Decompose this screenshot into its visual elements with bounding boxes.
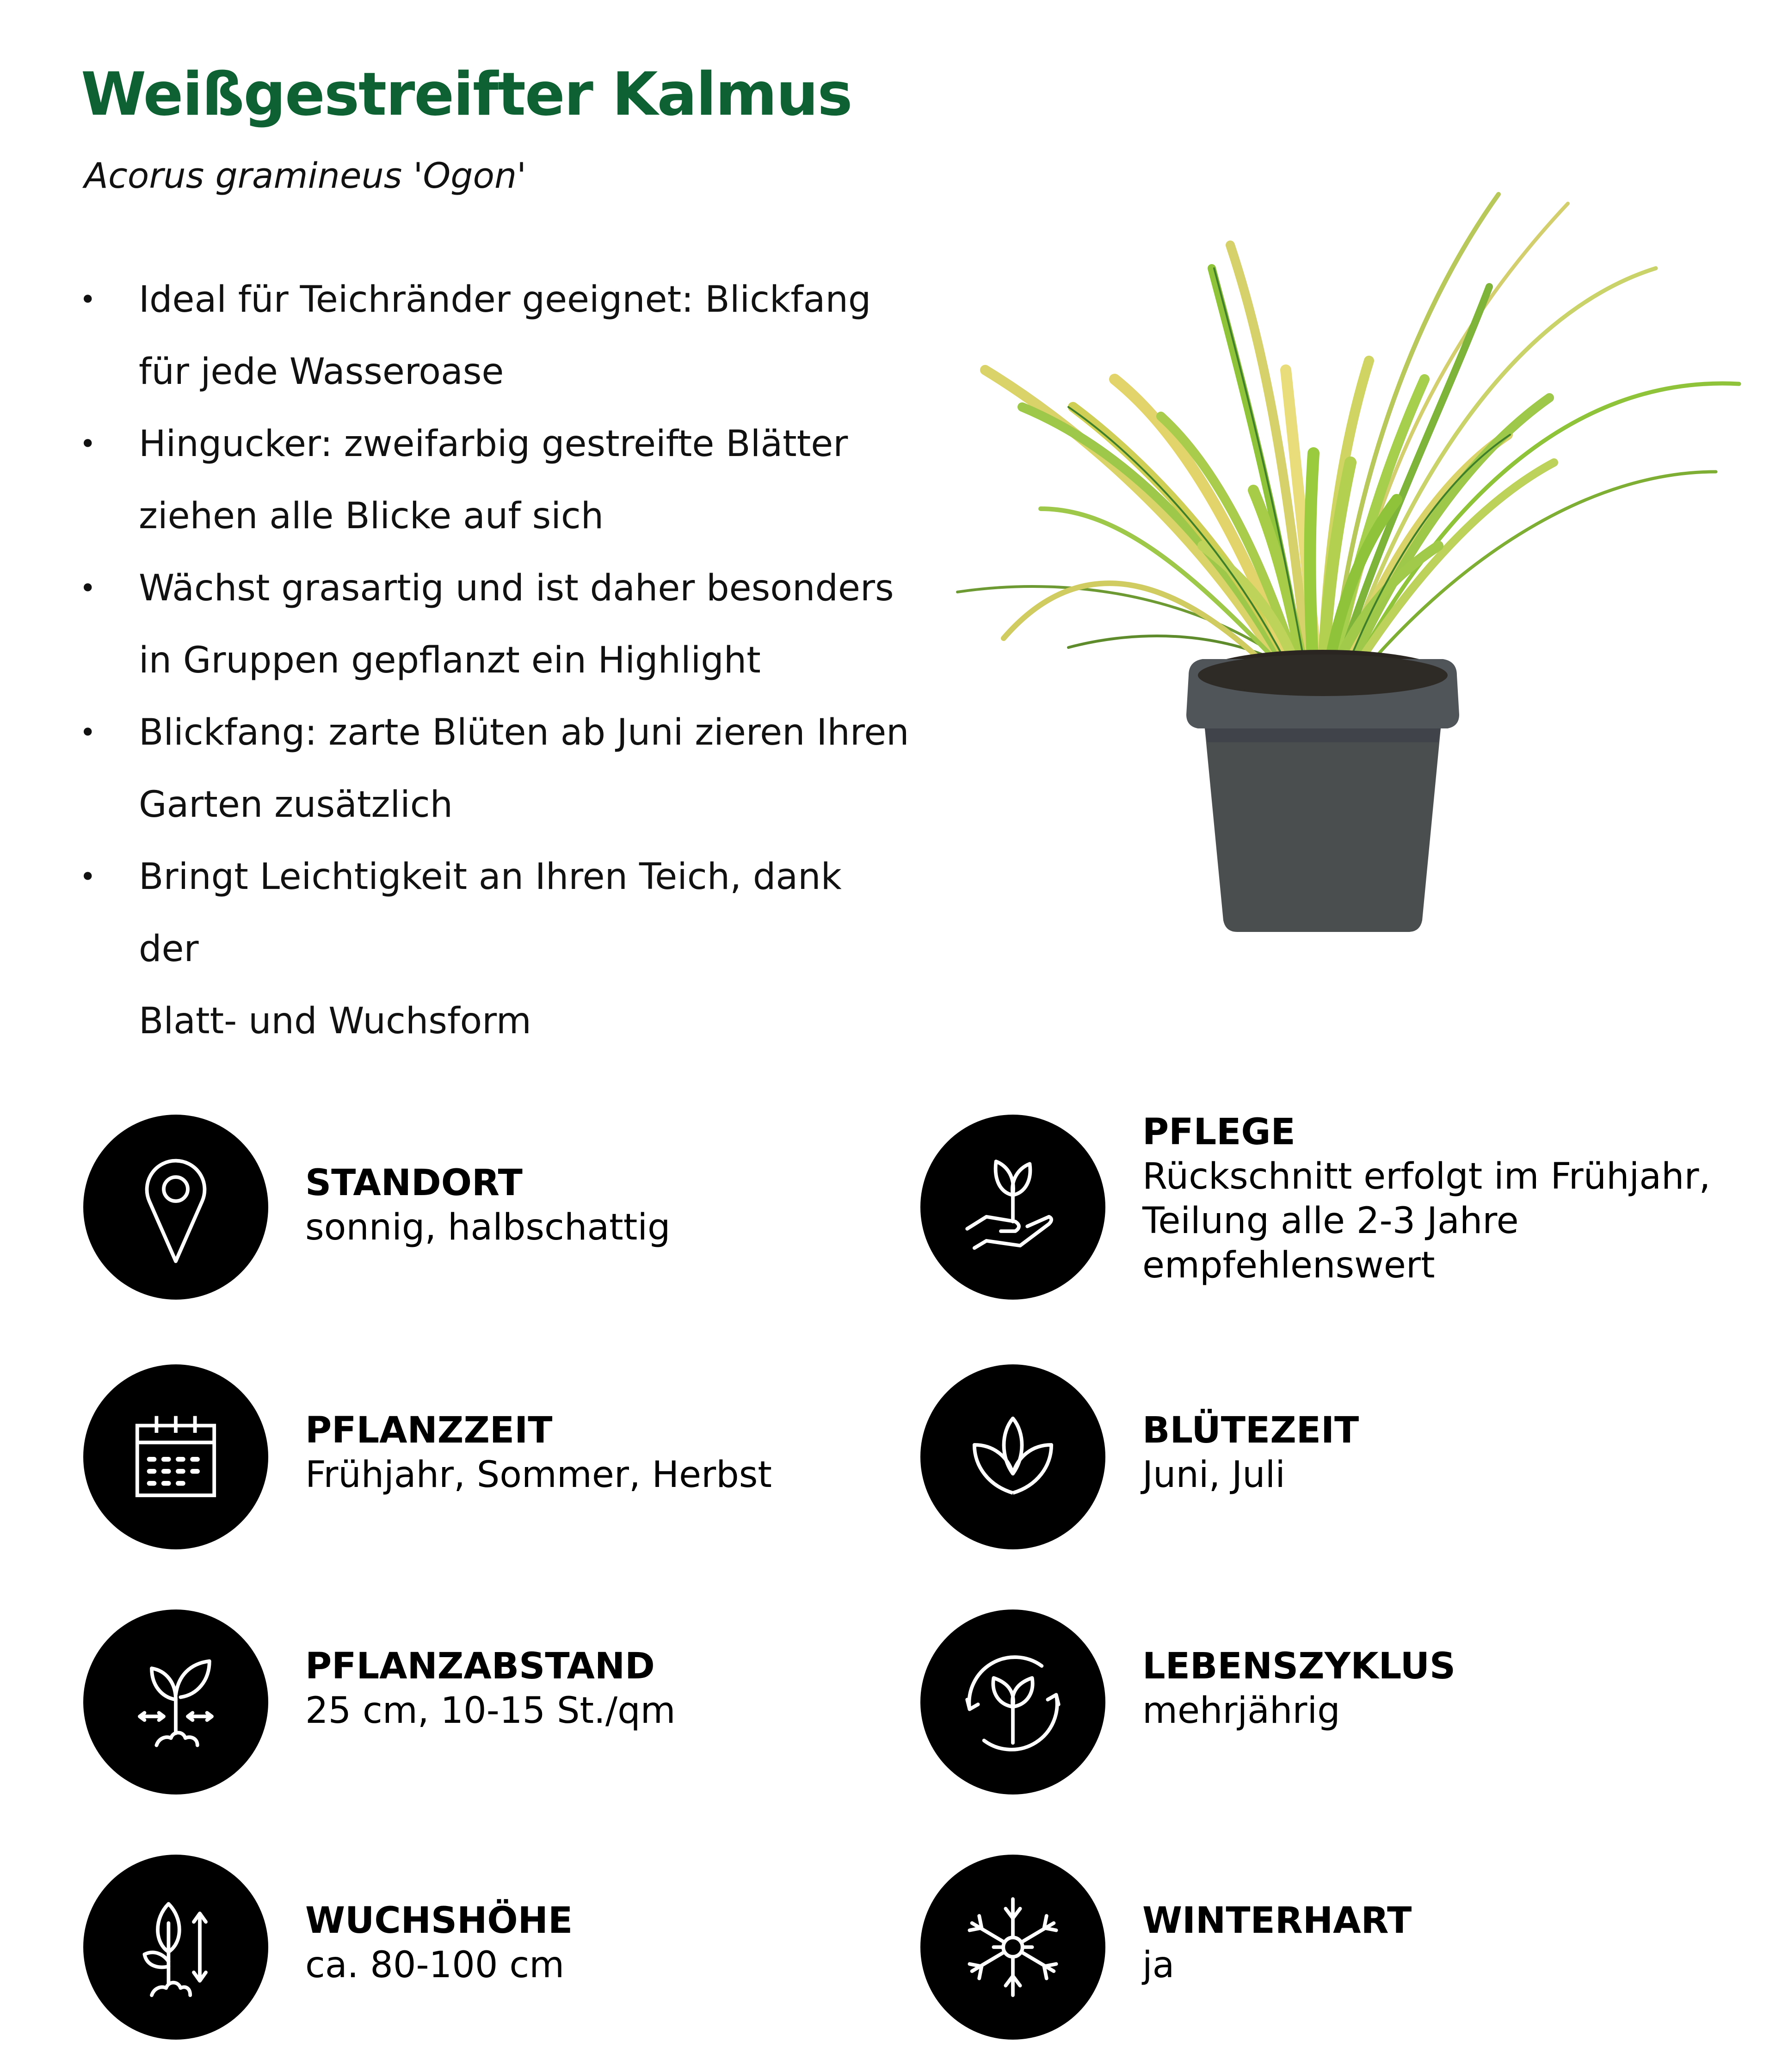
- info-label: WUCHSHÖHE: [305, 1900, 573, 1942]
- info-winterhart: [920, 1855, 1412, 2040]
- feature-item: • Blickfang: zarte Blüten ab Juni zieren Ihren Garten zusätzlich: [79, 697, 911, 841]
- info-value: Teilung alle 2-3 Jahre: [1142, 1200, 1519, 1242]
- info-value: empfehlenswert: [1142, 1245, 1435, 1286]
- info-wuchshoehe: [83, 1855, 573, 2040]
- bullet-icon: •: [80, 428, 96, 460]
- info-label: PFLANZABSTAND: [305, 1646, 655, 1687]
- bullet-icon: •: [80, 861, 96, 893]
- info-standort: [83, 1115, 671, 1300]
- info-label: STANDORT: [305, 1162, 523, 1204]
- lifecycle-icon: [920, 1610, 1105, 1794]
- info-pflanzzeit: [83, 1364, 772, 1549]
- info-value: 25 cm, 10-15 St./qm: [305, 1690, 676, 1732]
- potted-grass-illustration: [953, 176, 1748, 939]
- info-label: BLÜTEZEIT: [1142, 1410, 1359, 1451]
- feature-item: • Wächst grasartig und ist daher besonders in Gruppen gepflanzt ein Highlight: [79, 552, 911, 697]
- info-label: WINTERHART: [1142, 1900, 1412, 1942]
- info-value: ja: [1142, 1944, 1175, 1986]
- info-value: Juni, Juli: [1142, 1454, 1285, 1496]
- bullet-icon: •: [80, 572, 96, 604]
- feature-item: • Ideal für Teichränder geeignet: Blickfang für jede Wasseroase: [79, 264, 911, 408]
- snowflake-icon: [920, 1855, 1105, 2040]
- info-value: ca. 80-100 cm: [305, 1944, 565, 1986]
- info-value: mehrjährig: [1142, 1690, 1340, 1732]
- info-label: PFLANZZEIT: [305, 1410, 553, 1451]
- bullet-icon: •: [80, 284, 96, 316]
- location-pin-icon: [83, 1115, 268, 1300]
- growth-height-icon: [83, 1855, 268, 2040]
- hand-seedling-icon: [920, 1115, 1105, 1300]
- feature-item: • Bringt Leichtigkeit an Ihren Teich, dank der Blatt- und Wuchsform: [79, 841, 911, 1057]
- info-label: PFLEGE: [1142, 1111, 1295, 1153]
- product-title: Weißgestreifter Kalmus: [81, 60, 852, 129]
- info-label: LEBENSZYKLUS: [1142, 1646, 1456, 1687]
- feature-list: [79, 264, 911, 1057]
- info-lebenszyklus: [920, 1610, 1455, 1794]
- info-value: Frühjahr, Sommer, Herbst: [305, 1454, 772, 1496]
- calendar-icon: [83, 1364, 268, 1549]
- info-pflege: [920, 1111, 1711, 1300]
- bullet-icon: •: [80, 716, 96, 749]
- info-pflanzabstand: [83, 1610, 676, 1794]
- info-value: Rückschnitt erfolgt im Frühjahr,: [1142, 1156, 1711, 1197]
- product-image: [953, 176, 1748, 939]
- feature-item: • Hingucker: zweifarbig gestreifte Blätter ziehen alle Blicke auf sich: [79, 408, 911, 552]
- flower-icon: [920, 1364, 1105, 1549]
- pot-body: [1205, 728, 1441, 932]
- botanical-name: Acorus gramineus 'Ogon': [84, 155, 527, 196]
- plant-spacing-icon: [83, 1610, 268, 1794]
- info-bluetezeit: [920, 1364, 1359, 1549]
- info-value: sonnig, halbschattig: [305, 1207, 671, 1248]
